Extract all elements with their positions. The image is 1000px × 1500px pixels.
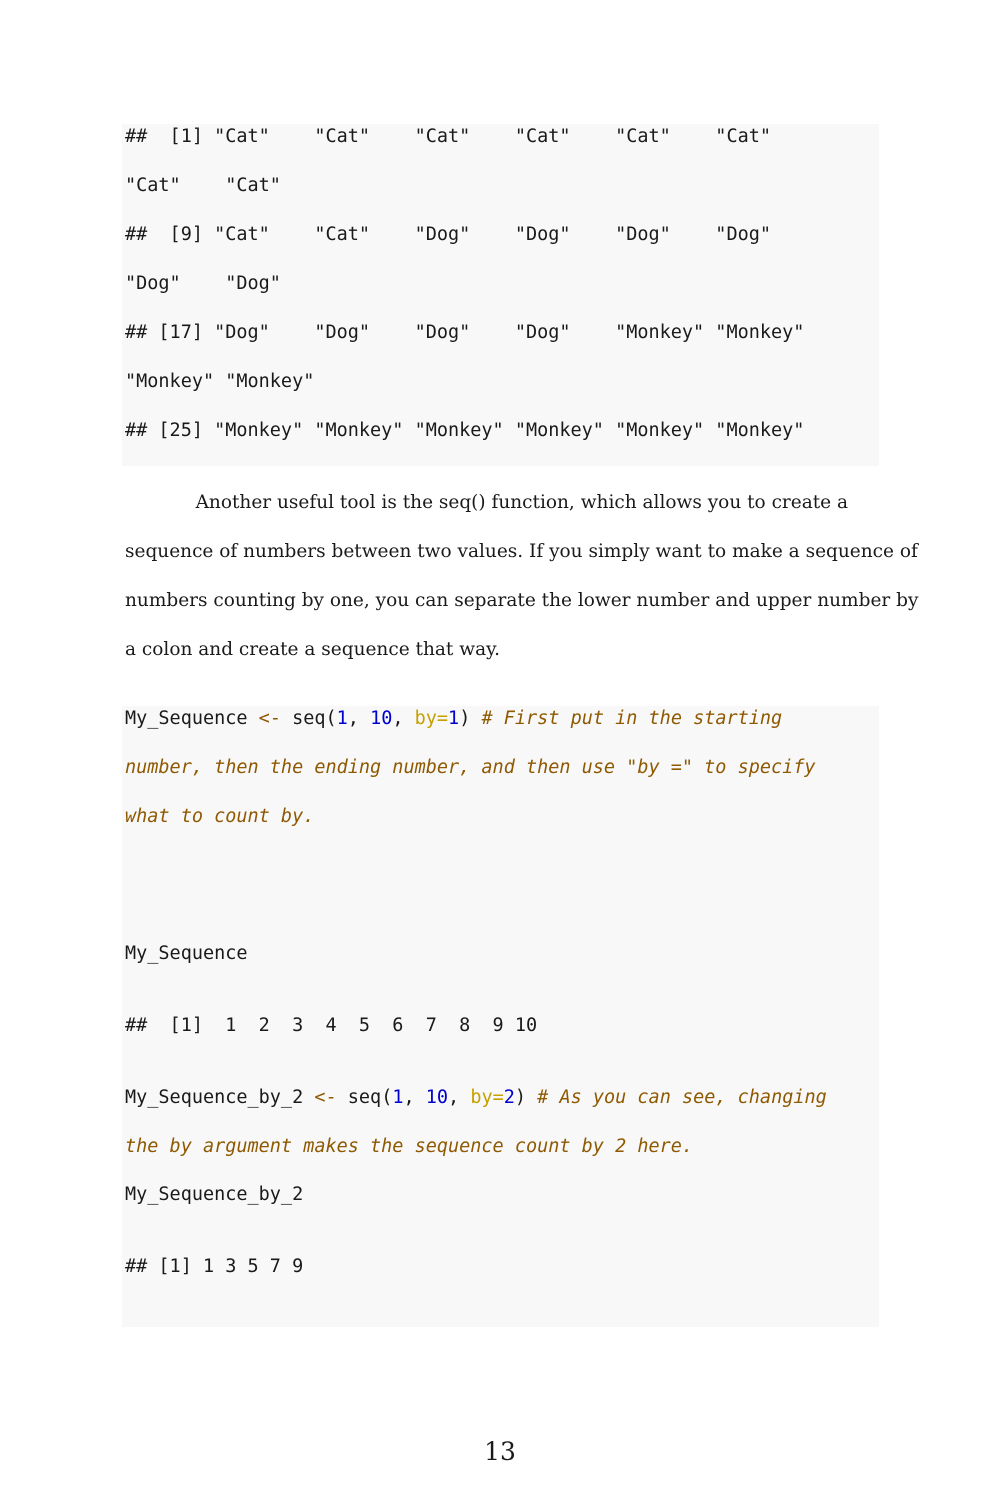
code-line-seq2 — [125, 1086, 827, 1110]
paragraph-line: sequence of numbers between two values. If you simply want to make a sequence of — [125, 541, 918, 562]
output-line: "Monkey" "Monkey" — [125, 371, 315, 392]
output-line: "Dog" "Dog" — [125, 273, 281, 294]
argument-keyword: by= — [470, 1087, 504, 1108]
code-comment: the by argument makes the sequence count by 2 here. — [125, 1136, 694, 1157]
code-line-print1: My_Sequence — [125, 943, 248, 964]
number-literal: 1 — [392, 1087, 404, 1108]
output-line: ## [25] "Monkey" "Monkey" "Monkey" "Monkey" "Monkey" "Monkey" — [125, 420, 805, 441]
function-call: seq( — [336, 1087, 393, 1108]
separator: , — [347, 708, 371, 729]
output-line: ## [9] "Cat" "Cat" "Dog" "Dog" "Dog" "Dog" — [125, 224, 772, 245]
output-line: "Cat" "Cat" — [125, 175, 281, 196]
code-comment: number, then the ending number, and then use "by =" to specify — [125, 757, 816, 778]
argument-keyword: by= — [414, 708, 449, 729]
close-paren: ) — [514, 1087, 538, 1108]
number-literal: 1 — [336, 708, 348, 729]
code-comment: what to count by. — [125, 806, 315, 827]
assign-operator: <- — [314, 1087, 337, 1108]
paragraph-line: Another useful tool is the seq() function, which allows you to create a — [125, 492, 849, 513]
separator: , — [403, 1087, 426, 1108]
variable-name: My_Sequence_by_2 — [125, 1087, 315, 1108]
close-paren: ) — [459, 708, 482, 729]
separator: , — [392, 708, 415, 729]
paragraph-line: a colon and create a sequence that way. — [125, 639, 500, 660]
function-call: seq( — [280, 708, 337, 729]
number-literal: 10 — [425, 1087, 449, 1108]
code-comment: # As you can see, changing — [537, 1087, 827, 1108]
assign-operator: <- — [258, 708, 281, 729]
code-line-print2: My_Sequence_by_2 — [125, 1184, 304, 1205]
number-literal: 1 — [448, 708, 460, 729]
number-literal: 10 — [370, 708, 393, 729]
code-output-line: ## [1] 1 2 3 4 5 6 7 8 9 10 — [125, 1015, 538, 1036]
code-output-line: ## [1] 1 3 5 7 9 — [125, 1256, 304, 1277]
page-number: 13 — [484, 1437, 516, 1466]
output-line: ## [17] "Dog" "Dog" "Dog" "Dog" "Monkey" "Monkey" — [125, 322, 805, 343]
code-comment: # First put in the starting — [481, 708, 783, 729]
variable-name: My_Sequence — [125, 708, 259, 729]
code-line-seq1 — [125, 707, 782, 731]
separator: , — [448, 1087, 471, 1108]
paragraph-line: numbers counting by one, you can separate the lower number and upper number by — [125, 590, 919, 611]
output-line: ## [1] "Cat" "Cat" "Cat" "Cat" "Cat" "Cat" — [125, 126, 772, 147]
number-literal: 2 — [503, 1087, 515, 1108]
